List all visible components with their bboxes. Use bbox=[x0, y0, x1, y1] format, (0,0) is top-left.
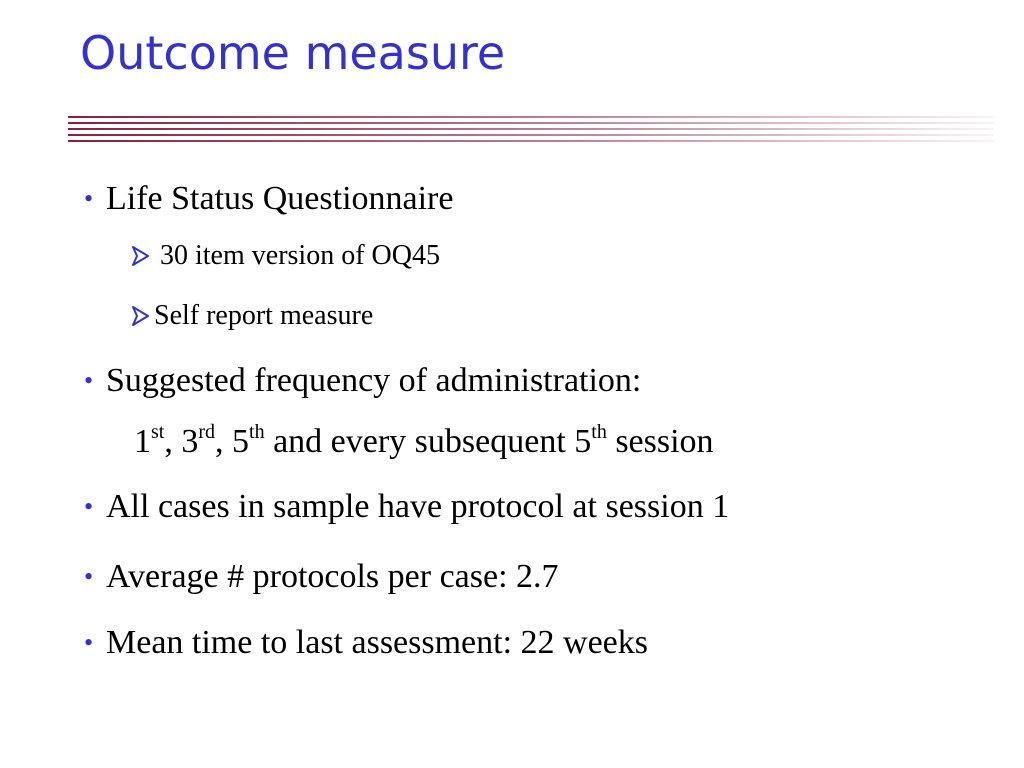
ordinal-suffix: th bbox=[249, 421, 265, 443]
continuation-text: and every subsequent 5 bbox=[264, 423, 592, 460]
ordinal-suffix: st bbox=[151, 421, 165, 443]
title-divider bbox=[68, 116, 994, 146]
bullet-text: All cases in sample have protocol at session 1 bbox=[106, 488, 730, 525]
sub-bullet-text: 30 item version of OQ45 bbox=[160, 240, 440, 271]
sub-bullet-item bbox=[82, 226, 1002, 286]
slide-body bbox=[82, 172, 1002, 670]
bullet-continuation: 1st, 3rd, 5th and every subsequent 5th session bbox=[134, 421, 714, 460]
arrowhead-bullet-icon bbox=[132, 246, 149, 266]
bullet-text: Average # protocols per case: 2.7 bbox=[106, 558, 559, 595]
bullet-dot-icon: • bbox=[84, 492, 94, 521]
ordinal-number: 1 bbox=[134, 423, 151, 460]
bullet-item bbox=[82, 550, 1002, 604]
continuation-text: session bbox=[606, 423, 714, 460]
bullet-dot-icon: • bbox=[84, 562, 94, 591]
sub-bullet-text: Self report measure bbox=[154, 300, 374, 331]
bullet-item bbox=[82, 616, 1002, 670]
bullet-item bbox=[82, 480, 1002, 534]
bullet-text: Mean time to last assessment: 22 weeks bbox=[106, 624, 649, 661]
bullet-text: Suggested frequency of administration: bbox=[106, 362, 642, 399]
divider-lines-graphic bbox=[68, 116, 994, 146]
arrowhead-bullet-icon bbox=[132, 306, 149, 326]
sub-bullet-item bbox=[82, 286, 1002, 346]
bullet-dot-icon: • bbox=[84, 628, 94, 657]
ordinal-suffix: th bbox=[591, 421, 607, 443]
ordinal-number: 5 bbox=[232, 423, 250, 460]
bullet-item bbox=[82, 172, 1002, 226]
bullet-dot-icon: • bbox=[84, 184, 94, 213]
bullet-dot-icon: • bbox=[84, 366, 94, 395]
bullet-text: Life Status Questionnaire bbox=[106, 180, 454, 217]
ordinal-number: 3 bbox=[181, 423, 199, 460]
slide-title: Outcome measure bbox=[80, 26, 506, 80]
bullet-item bbox=[82, 354, 1002, 408]
ordinal-suffix: rd bbox=[198, 421, 216, 443]
